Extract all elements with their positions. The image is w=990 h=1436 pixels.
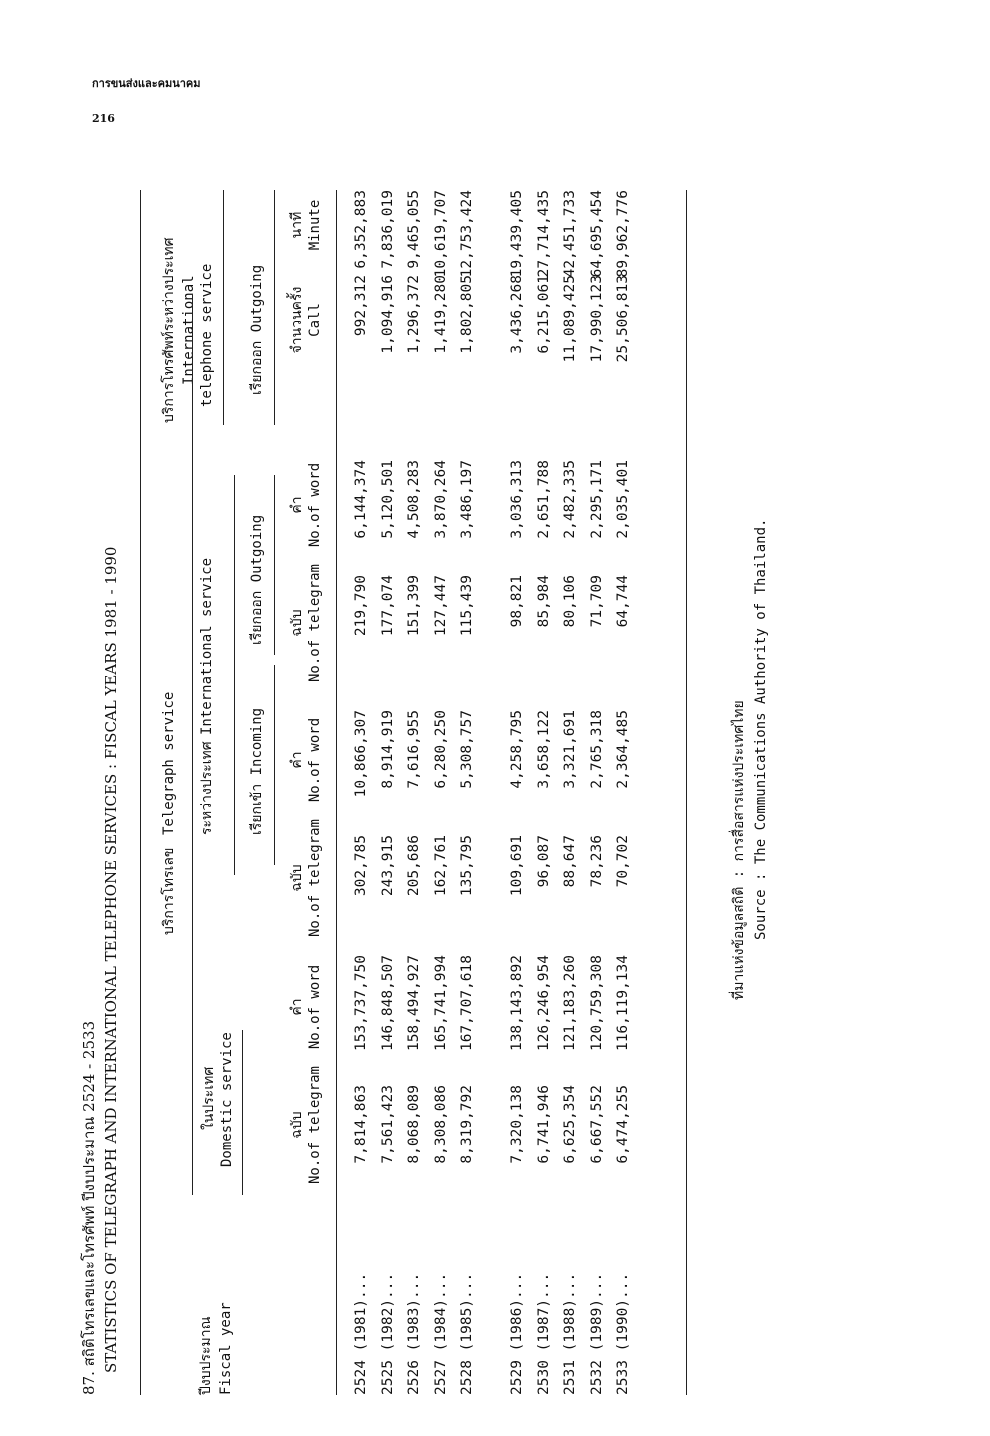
fiscal-year-en: Fiscal year <box>218 1302 234 1395</box>
table-cell: 3,321,691 <box>562 710 578 789</box>
col-o-word-th: คำ <box>289 496 305 514</box>
rule-outgoing-telegraph <box>274 475 275 655</box>
table-cell: 1,296,372 <box>406 275 422 354</box>
table-cell: 6,280,250 <box>432 710 449 789</box>
year-cell: 2525 (1982)... <box>379 1272 396 1395</box>
group2-d-tel <box>504 1085 637 1185</box>
table-cell: 42,451,733 <box>562 190 578 278</box>
col-d-tel-th: ฉบับ <box>289 1111 305 1139</box>
rule-phone-span <box>223 190 224 425</box>
table-cell: 6,215,061 <box>535 275 552 354</box>
page-number: 216 <box>92 112 115 125</box>
group1-i-tel <box>348 835 481 925</box>
table-cell: 6,667,552 <box>588 1085 605 1164</box>
rule-international-span <box>234 475 235 875</box>
rotated-table-page <box>80 115 780 1395</box>
title-thai: 87. สถิติโทรเลขและโทรศัพท์ ปีงบประมาณ 2524 - 2533 <box>80 1020 98 1395</box>
table-cell: 243,915 <box>379 835 396 897</box>
rule-outgoing-phone <box>274 190 275 425</box>
group2-i-word <box>504 710 637 825</box>
table-cell: 1,802,805 <box>459 275 475 354</box>
table-cell: 121,183,260 <box>562 955 578 1052</box>
col-minute-en: Minute <box>307 199 323 251</box>
table-cell: 78,236 <box>588 835 605 888</box>
table-cell: 2,035,401 <box>615 460 631 539</box>
outgoing-telegraph-label: เรียกออก Outgoing <box>249 514 265 645</box>
table-cell: 17,990,123 <box>588 275 605 363</box>
col-d-word-en: No.of word <box>307 964 323 1050</box>
table-cell: 2,651,788 <box>535 460 552 539</box>
table-cell: 80,106 <box>562 575 578 628</box>
table-cell: 8,308,086 <box>432 1085 449 1164</box>
table-cell: 3,436,268 <box>509 275 525 354</box>
group1-d-word <box>348 955 481 1075</box>
table-cell: 7,814,863 <box>353 1085 369 1164</box>
year-cell: 2533 (1990)... <box>615 1272 631 1395</box>
table-cell: 2,364,485 <box>615 710 631 789</box>
year-cell: 2529 (1986)... <box>509 1272 525 1395</box>
year-cell: 2531 (1988)... <box>562 1272 578 1395</box>
source-thai: ที่มาแห่งข้อมูลสถิติ : การสื่อสารแห่งประเทศไทย <box>731 700 747 1000</box>
table-cell: 8,914,919 <box>379 710 396 789</box>
table-cell: 115,439 <box>459 575 475 637</box>
table-cell: 9,465,055 <box>406 190 422 269</box>
year-cell: 2524 (1981)... <box>353 1272 369 1395</box>
table-cell: 7,616,955 <box>406 710 422 789</box>
table-cell: 2,482,335 <box>562 460 578 539</box>
table-cell: 151,399 <box>406 575 422 637</box>
col-i-word-en: No.of word <box>307 717 323 803</box>
group2-d-word <box>504 955 637 1075</box>
table-cell: 11,089,425 <box>562 275 578 363</box>
incoming-label: เรียกเข้า Incoming <box>249 707 265 835</box>
table-cell: 70,702 <box>615 835 631 888</box>
table-cell: 2,765,318 <box>588 710 605 789</box>
table-cell: 146,848,507 <box>379 955 396 1052</box>
table-cell: 6,741,946 <box>535 1085 552 1164</box>
table-cell: 205,686 <box>406 835 422 897</box>
col-call-th: จำนวนครั้ง <box>289 286 305 354</box>
group1-years <box>348 1273 481 1395</box>
table-cell: 6,625,354 <box>562 1085 578 1164</box>
table-cell: 302,785 <box>353 835 369 897</box>
rule-incoming <box>274 665 275 865</box>
table-cell: 3,486,197 <box>459 460 475 539</box>
table-cell: 3,658,122 <box>535 710 552 789</box>
group2-o-tel <box>504 575 637 665</box>
table-cell: 162,761 <box>432 835 449 897</box>
table-cell: 2,295,171 <box>588 460 605 539</box>
table-cell: 7,320,138 <box>509 1085 525 1164</box>
col-i-word-th: คำ <box>289 751 305 769</box>
group1-i-word <box>348 710 481 825</box>
rule-domestic-span <box>242 1030 243 1195</box>
section-header: การขนส่งและคมนาคม <box>92 77 201 90</box>
table-cell: 8,068,089 <box>406 1085 422 1164</box>
table-cell: 4,258,795 <box>509 710 525 789</box>
rule-telegraph-span <box>192 295 193 1195</box>
table-cell: 19,439,405 <box>509 190 525 278</box>
table-cell: 127,447 <box>432 575 449 637</box>
table-cell: 64,695,454 <box>588 190 605 278</box>
table-cell: 3,036,313 <box>509 460 525 539</box>
table-cell: 12,753,424 <box>459 190 475 278</box>
table-cell: 120,759,308 <box>588 955 605 1052</box>
col-o-word-en: No.of word <box>307 462 323 548</box>
table-cell: 177,074 <box>379 575 396 637</box>
table-cell: 4,508,283 <box>406 460 422 539</box>
international-thai: ระหว่างประเทศ <box>199 741 215 835</box>
telegraph-en: Telegraph service <box>161 691 177 835</box>
source-english: Source : The Communications Authority of Thailand. <box>753 518 769 940</box>
table-cell: 7,561,423 <box>379 1085 396 1164</box>
table-cell: 64,744 <box>615 575 631 628</box>
col-i-tel-th: ฉบับ <box>289 864 305 892</box>
header-bottom-rule <box>336 190 337 1395</box>
group1-minute <box>348 190 481 300</box>
table-cell: 135,795 <box>459 835 475 897</box>
table-cell: 98,821 <box>509 575 525 628</box>
domestic-thai: ในประเทศ <box>201 1066 217 1130</box>
international-en: International service <box>199 557 215 735</box>
table-cell: 165,741,994 <box>432 955 449 1052</box>
phone-en-2: telephone service <box>199 263 215 407</box>
col-o-tel-th: ฉบับ <box>289 609 305 637</box>
group2-i-tel <box>504 835 637 925</box>
table-cell: 3,870,264 <box>432 460 449 539</box>
top-rule <box>140 190 141 1395</box>
table-cell: 5,120,501 <box>379 460 396 539</box>
phone-en-1: International <box>181 275 197 385</box>
table-cell: 7,836,019 <box>379 190 396 269</box>
table-cell: 8,319,792 <box>459 1085 475 1164</box>
table-cell: 10,619,707 <box>432 190 449 278</box>
col-d-word-th: คำ <box>289 998 305 1016</box>
table-cell: 5,308,757 <box>459 710 475 789</box>
table-cell: 71,709 <box>588 575 605 628</box>
group1-o-tel <box>348 575 481 665</box>
table-cell: 138,143,892 <box>509 955 525 1052</box>
group1-d-tel <box>348 1085 481 1185</box>
table-cell: 219,790 <box>353 575 369 637</box>
year-cell: 2528 (1985)... <box>459 1272 475 1395</box>
table-cell: 1,419,280 <box>432 275 449 354</box>
table-cell: 1,094,916 <box>379 275 396 354</box>
domestic-en: Domestic service <box>219 1032 235 1167</box>
bottom-rule <box>686 190 687 1395</box>
table-cell: 158,494,927 <box>406 955 422 1052</box>
col-call-en: Call <box>307 303 323 337</box>
telegraph-thai: บริการโทรเลข <box>161 847 177 935</box>
table-cell: 27,714,435 <box>535 190 552 278</box>
group2-years <box>504 1273 637 1395</box>
col-o-tel-en: No.of telegram <box>307 564 323 683</box>
table-cell: 6,352,883 <box>353 190 369 269</box>
group2-o-word <box>504 460 637 565</box>
table-cell: 992,312 <box>353 275 369 337</box>
outgoing-phone-label: เรียกออก Outgoing <box>249 264 265 395</box>
year-cell: 2526 (1983)... <box>406 1272 422 1395</box>
table-cell: 6,144,374 <box>353 460 369 539</box>
table-cell: 153,737,750 <box>353 955 369 1052</box>
year-cell: 2532 (1989)... <box>588 1272 605 1395</box>
table-cell: 109,691 <box>509 835 525 897</box>
table-cell: 6,474,255 <box>615 1085 631 1164</box>
table-cell: 85,984 <box>535 575 552 628</box>
col-d-tel-en: No.of telegram <box>307 1066 323 1185</box>
phone-thai: บริการโทรศัพท์ระหว่างประเทศ <box>161 237 177 423</box>
group1-o-word <box>348 460 481 565</box>
table-cell: 89,962,776 <box>615 190 631 278</box>
table-cell: 126,246,954 <box>535 955 552 1052</box>
table-cell: 167,707,618 <box>459 955 475 1052</box>
group2-minute <box>504 190 637 300</box>
fiscal-year-thai: ปีงบประมาณ <box>198 1316 214 1395</box>
table-cell: 88,647 <box>562 835 578 888</box>
table-cell: 10,866,307 <box>353 710 369 798</box>
year-cell: 2527 (1984)... <box>432 1272 449 1395</box>
table-cell: 96,087 <box>535 835 552 888</box>
title-english: STATISTICS OF TELEGRAPH AND INTERNATIONAL TELEPHONE SERVICES : FISCAL YEARS 1981 - 1990 <box>102 546 120 1373</box>
col-minute-th: นาที <box>289 211 305 239</box>
table-cell: 25,506,813 <box>615 275 631 363</box>
table-cell: 116,119,134 <box>615 955 631 1052</box>
year-cell: 2530 (1987)... <box>535 1272 552 1395</box>
col-i-tel-en: No.of telegram <box>307 819 323 938</box>
